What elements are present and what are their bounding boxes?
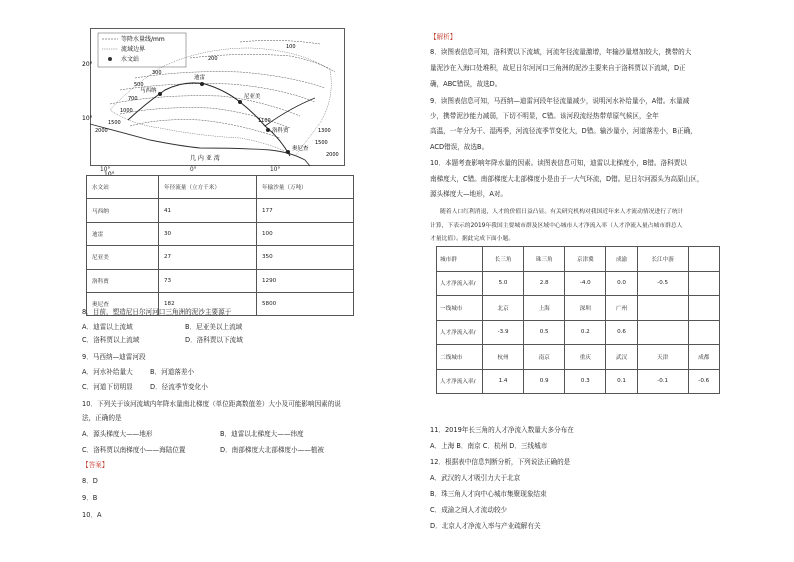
option-10d: D．南部梯度大北部梯度小——植被 bbox=[220, 446, 324, 454]
isohyet-label: 100 bbox=[286, 44, 296, 50]
right-column bbox=[428, 0, 728, 562]
legend-station: 水文站 bbox=[121, 56, 140, 63]
table-cell bbox=[688, 271, 719, 296]
option-12a: A．武汉的人才吸引力大于北京 bbox=[430, 474, 521, 482]
table-cell: 深圳 bbox=[565, 296, 606, 321]
table-cell: 0.3 bbox=[565, 369, 606, 394]
table-cell: 迪雷 bbox=[87, 222, 159, 245]
table-cell: 0.9 bbox=[524, 369, 565, 394]
isohyet-label: 1300 bbox=[318, 128, 331, 134]
table-cell: 城市群 bbox=[437, 247, 483, 272]
answer-8: 8．D bbox=[82, 477, 98, 485]
table-cell: 成渝 bbox=[606, 247, 637, 272]
station-onitsha: 奥尼查 bbox=[292, 146, 309, 152]
analysis-9-line4: ACD错误，故选B。 bbox=[430, 143, 489, 151]
table-cell: 人才净流入率/ bbox=[437, 271, 483, 296]
question-11: 11．2019年长三角的人才净流入数量大多分布在 bbox=[430, 426, 574, 434]
niger-river-map bbox=[82, 28, 345, 178]
question-10-line2: 法，正确的是 bbox=[82, 414, 122, 422]
table-cell: 182 bbox=[159, 292, 257, 315]
table-row bbox=[87, 246, 354, 269]
table-row bbox=[87, 269, 354, 292]
table-cell: -3.9 bbox=[483, 320, 524, 345]
table-cell: 100 bbox=[257, 222, 354, 245]
table-cell: -4.0 bbox=[565, 271, 606, 296]
left-column bbox=[80, 0, 400, 562]
table-cell: 天津 bbox=[637, 345, 688, 370]
table-row bbox=[437, 247, 720, 272]
table-cell: -0.1 bbox=[637, 369, 688, 394]
isohyet-label: 1500 bbox=[315, 140, 328, 146]
table-cell: 27 bbox=[159, 246, 257, 269]
isohyet-label: 2000 bbox=[326, 152, 339, 158]
table-row bbox=[437, 271, 720, 296]
option-12d: D．北京人才净流入率与产业疏解有关 bbox=[430, 522, 541, 530]
lon-label-e10: 10° bbox=[270, 167, 281, 173]
table-header-row bbox=[87, 176, 354, 199]
lat-label-20: 20° bbox=[82, 61, 93, 68]
table-header: 水文站 bbox=[87, 176, 159, 199]
table-cell: 41 bbox=[159, 199, 257, 222]
table-cell: 京津冀 bbox=[565, 247, 606, 272]
table-cell: 0.5 bbox=[524, 320, 565, 345]
station-lokoja: 洛科贾 bbox=[272, 128, 289, 134]
table-cell: 0.1 bbox=[606, 369, 637, 394]
table-cell: 人才净流入率/ bbox=[437, 369, 483, 394]
table-cell: 177 bbox=[257, 199, 354, 222]
table-cell: 人才净流入率/ bbox=[437, 320, 483, 345]
table-cell bbox=[637, 320, 688, 345]
question-10-line1: 10．下列关于该河流域内年降水量南北梯度（单位距离数值差）大小及可能影响因素的说 bbox=[82, 400, 341, 408]
isohyet-label: 500 bbox=[134, 82, 144, 88]
analysis-9-line2: 少，携带泥沙能力减弱，下切不明显，C错。该河段流经热带草原气候区，全年 bbox=[430, 112, 659, 120]
analysis-8-line1: 8．读图表信息可知，洛科贾以下流域，河流年径流量激增，年输沙量增加较大，携带的大 bbox=[430, 48, 692, 56]
table-header: 年输沙量（万吨） bbox=[257, 176, 354, 199]
analysis-8-line2: 量泥沙在入海口处堆积，故尼日尔河河口三角洲的泥沙主要来自于洛科贾以下流域，D正 bbox=[430, 64, 686, 72]
table-cell: 一线城市 bbox=[437, 296, 483, 321]
table-cell: 1290 bbox=[257, 269, 354, 292]
table-row bbox=[437, 345, 720, 370]
option-8c: C．洛科贾以上流域 bbox=[82, 336, 140, 344]
lon-label-w10: 10° bbox=[104, 171, 115, 178]
table-cell: 长江中游 bbox=[637, 247, 688, 272]
table-cell: 尼亚美 bbox=[87, 246, 159, 269]
table-header: 年径流量（立方千米） bbox=[159, 176, 257, 199]
answer-title: 【答案】 bbox=[82, 461, 109, 469]
table-cell: 0.6 bbox=[606, 320, 637, 345]
table-cell bbox=[637, 296, 688, 321]
option-10b: B．迪雷以北梯度大——纬度 bbox=[220, 430, 304, 438]
station-niamey: 尼亚美 bbox=[244, 94, 261, 100]
table-cell: 南京 bbox=[524, 345, 565, 370]
lon-label-w10: 10° bbox=[100, 167, 111, 173]
option-10c: C．洛科贾以南梯度小——海陆位置 bbox=[82, 446, 186, 454]
question-12: 12．根据表中信息判断分析，下列说法正确的是 bbox=[430, 458, 571, 466]
option-8b: B．尼亚美以上流域 bbox=[185, 323, 243, 331]
option-11: A．上海 B．南京 C．杭州 D．三线城市 bbox=[430, 442, 548, 450]
table-cell: 350 bbox=[257, 246, 354, 269]
analysis-10-line3: 源头梯度大—地形，A对。 bbox=[430, 190, 508, 198]
table-cell: 广州 bbox=[606, 296, 637, 321]
table-cell: -0.5 bbox=[637, 271, 688, 296]
sea-label: 几 内 亚 湾 bbox=[190, 155, 220, 162]
table-cell: 奥尼查 bbox=[87, 292, 159, 315]
legend-isohyet: 等降水量线/mm bbox=[121, 36, 165, 43]
intro-line2: 计算，下表示的2019年我国主要城市群及区域中心城市人才净流入率（人才净流入量占城市群总人 bbox=[430, 223, 683, 229]
legend-boundary: 流域边界 bbox=[121, 46, 146, 53]
table-cell bbox=[688, 320, 719, 345]
table-cell: 杭州 bbox=[483, 345, 524, 370]
option-12c: C．成渝之间人才流动较少 bbox=[430, 506, 508, 514]
table-cell: 珠三角 bbox=[524, 247, 565, 272]
table-cell: 重庆 bbox=[565, 345, 606, 370]
table-cell: 73 bbox=[159, 269, 257, 292]
option-12b: B．珠三角人才向中心城市集聚现象结束 bbox=[430, 490, 547, 498]
option-9b: B．河道落差小 bbox=[150, 368, 195, 376]
table-cell: 30 bbox=[159, 222, 257, 245]
table-cell: -0.6 bbox=[688, 369, 719, 394]
question-8: 8．目前，塑造尼日尔河河口三角洲的泥沙主要源于 bbox=[82, 308, 232, 316]
table-cell: 2.8 bbox=[524, 271, 565, 296]
station-dire: 迪雷 bbox=[194, 75, 206, 81]
isohyet-label: 300 bbox=[152, 70, 162, 76]
option-10a: A．源头梯度大——地形 bbox=[82, 430, 153, 438]
table-cell: 0.2 bbox=[565, 320, 606, 345]
table-row bbox=[437, 369, 720, 394]
isohyet-label: 1100 bbox=[258, 118, 271, 124]
station-masina: 马西纳 bbox=[140, 88, 157, 94]
analysis-9-line1: 9．读图表信息可知，马西纳—迪雷河段年径流量减少，说明河水补给量小，A错。水量减 bbox=[430, 97, 690, 105]
analysis-10-line1: 10．本题考查影响年降水量的因素。读图表信息可知，迪雷以北梯度小，B错。洛科贾以 bbox=[430, 159, 687, 167]
table-cell: 成都 bbox=[688, 345, 719, 370]
isohyet-label: 200 bbox=[208, 56, 218, 62]
analysis-title: 【解析】 bbox=[430, 33, 457, 41]
intro-line3: 才量比值）。据此完成下面小题。 bbox=[430, 236, 515, 242]
table-cell: 5800 bbox=[257, 292, 354, 315]
table-cell: 1.4 bbox=[483, 369, 524, 394]
table-cell: 5.0 bbox=[483, 271, 524, 296]
hydrology-table bbox=[86, 175, 354, 316]
lon-label-0: 0° bbox=[190, 167, 197, 173]
table-cell: 马西纳 bbox=[87, 199, 159, 222]
table-row bbox=[437, 320, 720, 345]
table-cell: 上海 bbox=[524, 296, 565, 321]
table-cell: 二线城市 bbox=[437, 345, 483, 370]
isohyet-label: 700 bbox=[128, 96, 138, 102]
isohyet-label: 1500 bbox=[108, 120, 121, 126]
table-row bbox=[87, 222, 354, 245]
isohyet-label: 1000 bbox=[120, 108, 133, 114]
table-cell bbox=[688, 296, 719, 321]
table-cell bbox=[688, 247, 719, 272]
talent-flow-table bbox=[436, 246, 720, 394]
table-cell: 武汉 bbox=[606, 345, 637, 370]
analysis-8-line3: 确，ABC错误，故选D。 bbox=[430, 80, 502, 88]
answer-9: 9．B bbox=[82, 494, 98, 502]
analysis-10-line2: 南梯度大，C错。南部梯度大北部梯度小是由于一大气环流，D错。尼日尔河源头为高原山区， bbox=[430, 175, 704, 183]
option-8a: A．迪雷以上流域 bbox=[82, 323, 133, 331]
isohyet-label: 2000 bbox=[95, 128, 108, 134]
table-cell: 北京 bbox=[483, 296, 524, 321]
intro-line1: 随着人口红利消退，人才的价值日益凸显。有关研究机构对我国近年来人才流动情况进行了统计 bbox=[440, 209, 684, 215]
analysis-9-line3: 高温，一年分为干、湿两季，河流径流季节变化大，D错。输沙量小，河道落差小，B正确， bbox=[430, 127, 697, 135]
answer-10: 10．A bbox=[82, 511, 102, 519]
table-row bbox=[87, 199, 354, 222]
table-cell: 长三角 bbox=[483, 247, 524, 272]
table-row bbox=[437, 296, 720, 321]
option-9c: C．河道下切明显 bbox=[82, 383, 133, 391]
option-9a: A．河水补给量大 bbox=[82, 368, 133, 376]
table-cell: 洛科贾 bbox=[87, 269, 159, 292]
option-8d: D．洛科贾以下流域 bbox=[185, 336, 243, 344]
lat-label-10: 10° bbox=[82, 115, 93, 122]
table-cell: 0.0 bbox=[606, 271, 637, 296]
option-9d: D．径流季节变化小 bbox=[150, 383, 208, 391]
question-9: 9．马西纳—迪雷河段 bbox=[82, 353, 146, 361]
